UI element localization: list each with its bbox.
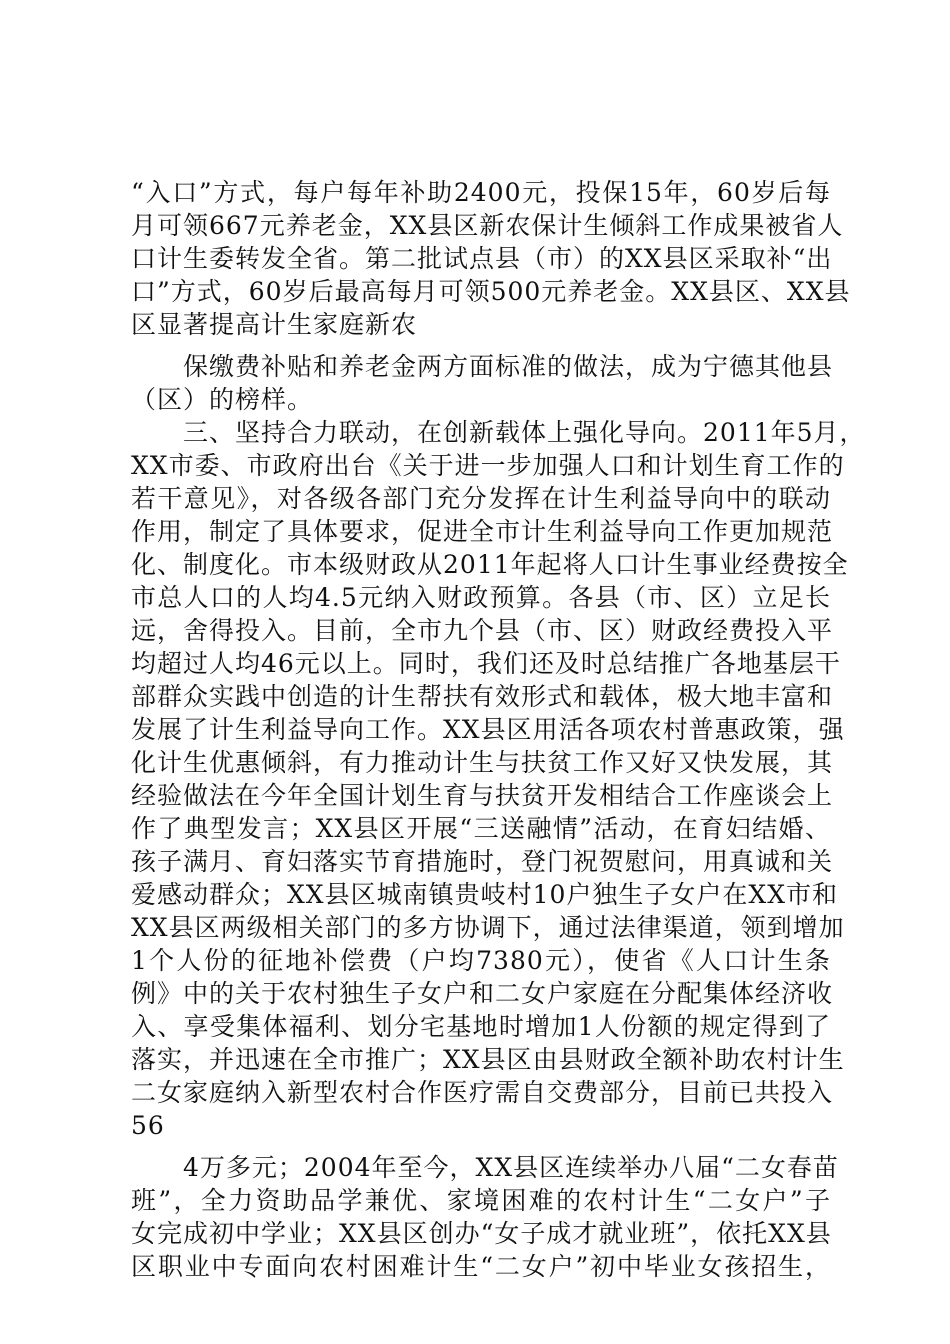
text-line: 区职业中专面向农村困难计生“二女户”初中毕业女孩招生， (131, 1252, 831, 1281)
text-line: 化、制度化。市本级财政从2011年起将人口计生事业经费按全 (131, 550, 849, 579)
text-line: 发展了计生利益导向工作。XX县区用活各项农村普惠政策，强 (131, 715, 845, 744)
text-line: XX市委、市政府出台《关于进一步加强人口和计划生育工作的 (131, 451, 845, 480)
text-line: XX县区两级相关部门的多方协调下，通过法律渠道，领到增加 (131, 913, 845, 942)
text-line: 女完成初中学业；XX县区创办“女子成才就业班”，依托XX县 (131, 1219, 832, 1248)
text-line: （区）的榜样。 (131, 385, 314, 414)
text-line: 月可领667元养老金，XX县区新农保计生倾斜工作成果被省人 (131, 211, 844, 240)
text-line: 化计生优惠倾斜，有力推动计生与扶贫工作又好又快发展，其 (131, 748, 834, 777)
text-line: 保缴费补贴和养老金两方面标准的做法，成为宁德其他县 (131, 352, 834, 381)
text-line: 口计生委转发全省。第二批试点县（市）的XX县区采取补“出 (131, 244, 833, 273)
text-line: 经验做法在今年全国计划生育与扶贫开发相结合工作座谈会上 (131, 781, 834, 810)
text-line: 若干意见》，对各级各部门充分发挥在计生利益导向中的联动 (131, 484, 831, 513)
text-line: 孩子满月、育妇落实节育措施时，登门祝贺慰问，用真诚和关 (131, 847, 834, 876)
text-line: 口”方式，60岁后最高每月可领500元养老金。XX县区、XX县 (131, 277, 851, 306)
text-line: 二女家庭纳入新型农村合作医疗需自交费部分，目前已共投入 (131, 1078, 834, 1107)
text-line: “入口”方式，每户每年补助2400元，投保15年，60岁后每 (131, 178, 831, 207)
text-line: 均超过人均46元以上。同时，我们还及时总结推广各地基层干 (131, 649, 841, 678)
text-line: 作了典型发言；XX县区开展“三送融情”活动，在育妇结婚、 (131, 814, 831, 843)
text-line: 部群众实践中创造的计生帮扶有效形式和载体，极大地丰富和 (131, 682, 834, 711)
text-line: 1个人份的征地补偿费（户均7380元），使省《人口计生条 (131, 946, 831, 975)
text-line: 落实，并迅速在全市推广；XX县区由县财政全额补助农村计生 (131, 1045, 845, 1074)
document-body (131, 176, 866, 1283)
text-line: 市总人口的人均4.5元纳入财政预算。各县（市、区）立足长 (131, 583, 831, 612)
text-line: 爱感动群众；XX县区城南镇贵岐村10户独生子女户在XX市和 (131, 880, 839, 909)
text-line: 入、享受集体福利、划分宅基地时增加1人份额的规定得到了 (131, 1012, 831, 1041)
text-line: 班”，全力资助品学兼优、家境困难的农村计生“二女户”子 (131, 1186, 831, 1215)
text-line: 远，舍得投入。目前，全市九个县（市、区）财政经费投入平 (131, 616, 834, 645)
text-line: 56 (131, 1111, 165, 1140)
text-line: 例》中的关于农村独生子女户和二女户家庭在分配集体经济收 (131, 979, 834, 1008)
text-line: 区显著提高计生家庭新农 (131, 310, 418, 339)
text-line: 三、坚持合力联动，在创新载体上强化导向。2011年5月， (131, 418, 866, 447)
text-line: 作用，制定了具体要求，促进全市计生利益导向工作更加规范 (131, 517, 834, 546)
text-line: 4万多元；2004年至今，XX县区连续举办八届“二女春苗 (131, 1153, 839, 1182)
